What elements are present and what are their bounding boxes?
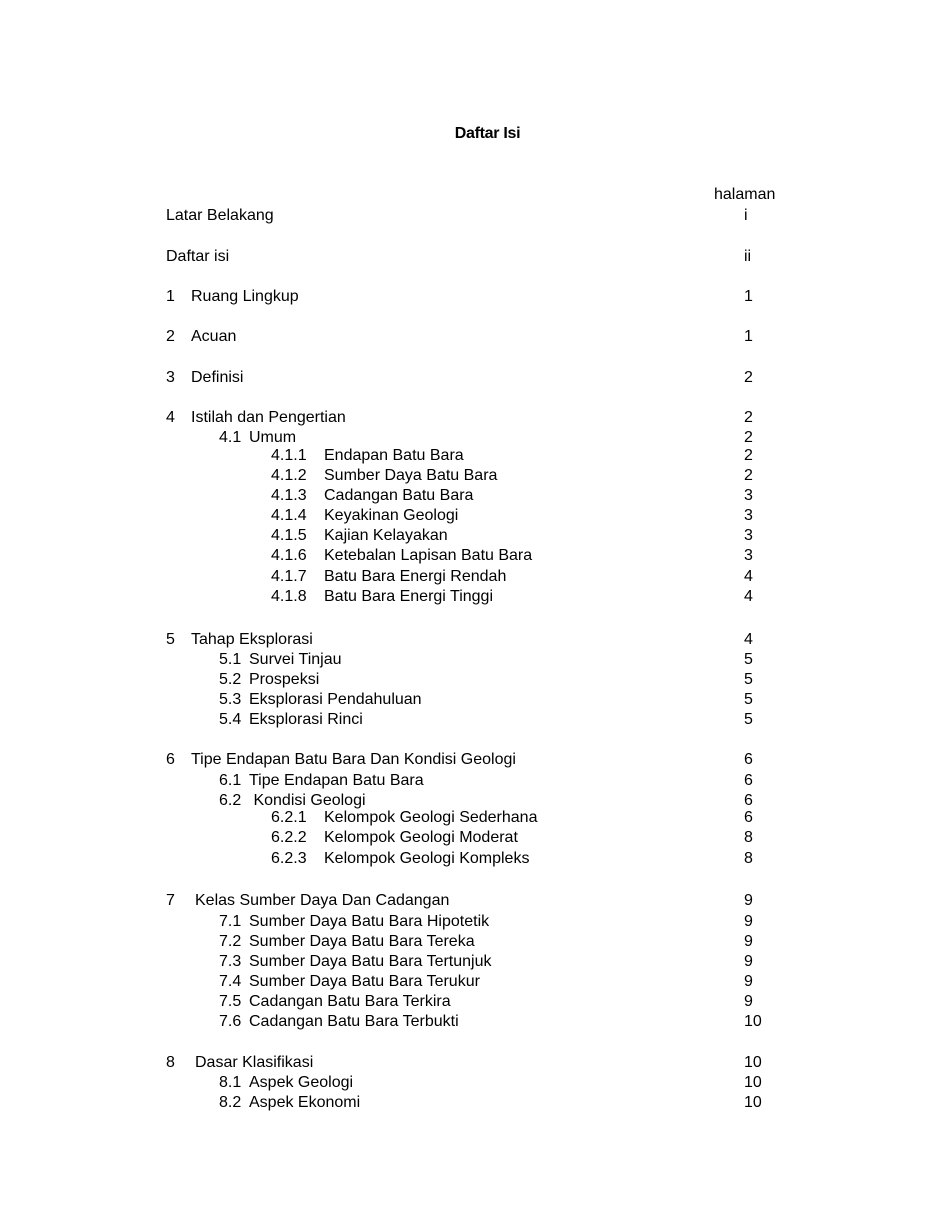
page-column-header: halaman — [714, 186, 776, 203]
toc-entry-number: 4.1.3 — [271, 487, 307, 504]
toc-entry-page: 6 — [744, 809, 753, 826]
toc-entry-label — [271, 506, 458, 526]
toc-entry — [166, 952, 786, 972]
toc-entry-text: Tipe Endapan Batu Bara — [249, 772, 424, 789]
toc-entry-page: 10 — [744, 1074, 762, 1091]
toc-entry-text: Eksplorasi Rinci — [249, 711, 363, 728]
toc-entry — [166, 408, 786, 428]
toc-entry-label — [166, 630, 313, 650]
toc-entry-label — [166, 408, 346, 428]
toc-entry-number: 5.2 — [219, 671, 242, 688]
toc-entry — [166, 546, 786, 566]
toc-entry-label — [271, 808, 537, 828]
toc-entry — [166, 1073, 786, 1093]
toc-entry-page: 2 — [744, 467, 753, 484]
toc-entry-page: 9 — [744, 953, 753, 970]
toc-entry-text: Istilah dan Pengertian — [191, 409, 346, 426]
toc-entry-label — [271, 526, 448, 546]
toc-entry-label — [271, 546, 532, 566]
toc-entry-page: 1 — [744, 328, 753, 345]
toc-entry-text: Sumber Daya Batu Bara Hipotetik — [249, 913, 490, 930]
toc-entry-text: Aspek Geologi — [249, 1074, 354, 1091]
toc-entry-number: 1 — [166, 288, 175, 305]
toc-entry-text: Batu Bara Energi Rendah — [324, 568, 507, 585]
toc-entry-text: Batu Bara Energi Tinggi — [324, 588, 493, 605]
toc-entry — [166, 891, 786, 911]
toc-entry-text: Survei Tinjau — [249, 651, 342, 668]
toc-entry-label — [219, 932, 475, 952]
toc-entry — [166, 368, 786, 388]
toc-entry — [166, 710, 786, 730]
toc-entry-page: 8 — [744, 829, 753, 846]
toc-entry — [166, 506, 786, 526]
toc-entry-page: 10 — [744, 1054, 762, 1071]
toc-entry-label — [271, 828, 518, 848]
toc-entry-text: Sumber Daya Batu Bara — [324, 467, 498, 484]
toc-entry-text: Kelas Sumber Daya Dan Cadangan — [195, 892, 450, 909]
toc-entry-number: 6.2 — [219, 792, 242, 809]
toc-entry — [166, 932, 786, 952]
toc-entry-number: 5.4 — [219, 711, 242, 728]
toc-entry-page: 6 — [744, 792, 753, 809]
toc-entry-label — [166, 750, 516, 770]
toc-entry-number: 5.3 — [219, 691, 242, 708]
toc-entry-number: 6.2.3 — [271, 850, 307, 867]
toc-entry-label — [219, 952, 492, 972]
toc-entry — [166, 428, 786, 448]
toc-entry-label — [271, 446, 464, 466]
toc-entry-text: Acuan — [191, 328, 237, 345]
toc-entry — [166, 466, 786, 486]
toc-entry-page: 3 — [744, 507, 753, 524]
toc-entry — [166, 247, 786, 267]
toc-entry-page: 5 — [744, 691, 753, 708]
toc-entry — [166, 486, 786, 506]
toc-entry — [166, 567, 786, 587]
toc-entry — [166, 828, 786, 848]
toc-entry-number: 4.1.5 — [271, 527, 307, 544]
toc-entry-page: 6 — [744, 751, 753, 768]
toc-entry-number: 2 — [166, 328, 175, 345]
toc-entry-number: 6.1 — [219, 772, 242, 789]
toc-entry — [166, 849, 786, 869]
toc-entry-page: 6 — [744, 772, 753, 789]
toc-entry-page: 2 — [744, 369, 753, 386]
toc-entry-label — [219, 992, 451, 1012]
toc-entry-page: 3 — [744, 487, 753, 504]
toc-entry — [166, 690, 786, 710]
toc-entry-page: ii — [744, 248, 752, 265]
toc-entry-page: 9 — [744, 913, 753, 930]
toc-entry-number: 8.1 — [219, 1074, 242, 1091]
toc-entry-text: Dasar Klasifikasi — [195, 1054, 314, 1071]
toc-entry-number: 7.3 — [219, 953, 242, 970]
toc-entry-text: Kajian Kelayakan — [324, 527, 448, 544]
toc-entry-label — [219, 771, 424, 791]
toc-entry-label — [271, 849, 529, 869]
toc-entry-label — [219, 1093, 360, 1113]
toc-entry-page: 2 — [744, 429, 753, 446]
toc-entry-text: Kelompok Geologi Kompleks — [324, 850, 530, 867]
toc-entry-number: 4 — [166, 409, 175, 426]
toc-entry-number: 5 — [166, 631, 175, 648]
toc-entry-page: 4 — [744, 631, 753, 648]
toc-entry-text: Umum — [249, 429, 297, 446]
toc-entry-label — [271, 466, 497, 486]
toc-entry-label — [219, 650, 342, 670]
toc-entry-text: Daftar isi — [166, 248, 230, 265]
toc-entry-text: Ketebalan Lapisan Batu Bara — [324, 547, 533, 564]
toc-entry-text: Sumber Daya Batu Bara Terukur — [249, 973, 480, 990]
toc-entry — [166, 670, 786, 690]
toc-entry — [166, 1053, 786, 1073]
toc-entry-text: Kondisi Geologi — [249, 792, 366, 809]
toc-entry-text: Endapan Batu Bara — [324, 447, 464, 464]
toc-entry — [166, 992, 786, 1012]
toc-entry-label — [166, 206, 274, 226]
toc-entry-number: 7.6 — [219, 1013, 242, 1030]
toc-entry-page: 9 — [744, 892, 753, 909]
toc-entry-text: Definisi — [191, 369, 244, 386]
toc-entry-number: 7.5 — [219, 993, 242, 1010]
toc-entry-number: 6.2.1 — [271, 809, 307, 826]
toc-entry-label — [219, 1012, 459, 1032]
toc-entry — [166, 587, 786, 607]
toc-entry — [166, 750, 786, 770]
toc-entry-page: 10 — [744, 1094, 762, 1111]
toc-entry — [166, 327, 786, 347]
toc-entry — [166, 1012, 786, 1032]
toc-entry-page: 8 — [744, 850, 753, 867]
toc-entry-number: 4.1.6 — [271, 547, 307, 564]
toc-entry — [166, 771, 786, 791]
toc-entry-text: Keyakinan Geologi — [324, 507, 459, 524]
toc-entry-page: 9 — [744, 973, 753, 990]
toc-entry-number: 4.1.7 — [271, 568, 307, 585]
toc-entry-label — [271, 567, 506, 587]
toc-entry-number: 7 — [166, 892, 175, 909]
toc-entry — [166, 1093, 786, 1113]
toc-entry-label — [219, 690, 422, 710]
toc-entry — [166, 630, 786, 650]
toc-entry-number: 5.1 — [219, 651, 242, 668]
toc-entry-page: 5 — [744, 651, 753, 668]
toc-entry-label — [219, 972, 480, 992]
toc-entry — [166, 446, 786, 466]
toc-entry-label — [271, 587, 493, 607]
toc-entry-number: 4.1.4 — [271, 507, 307, 524]
toc-entry — [166, 287, 786, 307]
toc-entry-number: 6 — [166, 751, 175, 768]
toc-entry-page: 3 — [744, 547, 753, 564]
toc-entry-number: 7.2 — [219, 933, 242, 950]
toc-entry-text: Prospeksi — [249, 671, 320, 688]
toc-entry-number: 7.4 — [219, 973, 242, 990]
toc-entry-text: Eksplorasi Pendahuluan — [249, 691, 422, 708]
toc-entry-page: 5 — [744, 671, 753, 688]
toc-entry — [166, 650, 786, 670]
toc-entry-text: Tipe Endapan Batu Bara Dan Kondisi Geologi — [191, 751, 516, 768]
toc-entry-page: 4 — [744, 568, 753, 585]
toc-entry-text: Tahap Eksplorasi — [191, 631, 313, 648]
toc-entry-label — [166, 368, 243, 388]
toc-entry-page: 10 — [744, 1013, 762, 1030]
toc-entry — [166, 526, 786, 546]
toc-entry-text: Ruang Lingkup — [191, 288, 299, 305]
toc-entry-label — [166, 247, 229, 267]
toc-entry-number: 7.1 — [219, 913, 242, 930]
toc-entry-page: 5 — [744, 711, 753, 728]
page-title: Daftar Isi — [454, 125, 521, 142]
toc-entry-page: 3 — [744, 527, 753, 544]
toc-entry-text: Latar Belakang — [166, 207, 274, 224]
toc-entry-label — [166, 891, 449, 911]
toc-entry-text: Kelompok Geologi Moderat — [324, 829, 518, 846]
toc-entry-label — [219, 912, 489, 932]
toc-entry-page: 9 — [744, 933, 753, 950]
toc-entry-number: 6.2.2 — [271, 829, 307, 846]
toc-entry-page: 9 — [744, 993, 753, 1010]
toc-entry-label — [166, 1053, 313, 1073]
toc-entry — [166, 808, 786, 828]
toc-entry-number: 4.1.1 — [271, 447, 307, 464]
toc-entry-number: 8 — [166, 1054, 175, 1071]
toc-entry-number: 4.1 — [219, 429, 242, 446]
toc-entry-label — [271, 486, 473, 506]
toc-entry-text: Kelompok Geologi Sederhana — [324, 809, 538, 826]
toc-entry-label — [219, 710, 363, 730]
toc-entry-label — [219, 1073, 353, 1093]
toc-entry-page: 2 — [744, 447, 753, 464]
toc-entry-label — [166, 287, 299, 307]
toc-entry-label — [219, 428, 296, 448]
toc-entry — [166, 912, 786, 932]
toc-entry-number: 4.1.2 — [271, 467, 307, 484]
toc-entry-text: Aspek Ekonomi — [249, 1094, 361, 1111]
toc-entry-text: Cadangan Batu Bara Terkira — [249, 993, 451, 1010]
toc-entry-text: Sumber Daya Batu Bara Tertunjuk — [249, 953, 492, 970]
toc-entry-label — [219, 670, 319, 690]
toc-entry-text: Sumber Daya Batu Bara Tereka — [249, 933, 475, 950]
toc-entry-text: Cadangan Batu Bara — [324, 487, 474, 504]
toc-entry-number: 8.2 — [219, 1094, 242, 1111]
toc-entry-page: i — [744, 207, 748, 224]
toc-entry-number: 3 — [166, 369, 175, 386]
toc-entry — [166, 206, 786, 226]
toc-entry — [166, 972, 786, 992]
toc-entry-page: 1 — [744, 288, 753, 305]
toc-entry-page: 4 — [744, 588, 753, 605]
toc-entry-number: 4.1.8 — [271, 588, 307, 605]
toc-entry-page: 2 — [744, 409, 753, 426]
toc-entry-text: Cadangan Batu Bara Terbukti — [249, 1013, 459, 1030]
toc-entry-label — [166, 327, 236, 347]
